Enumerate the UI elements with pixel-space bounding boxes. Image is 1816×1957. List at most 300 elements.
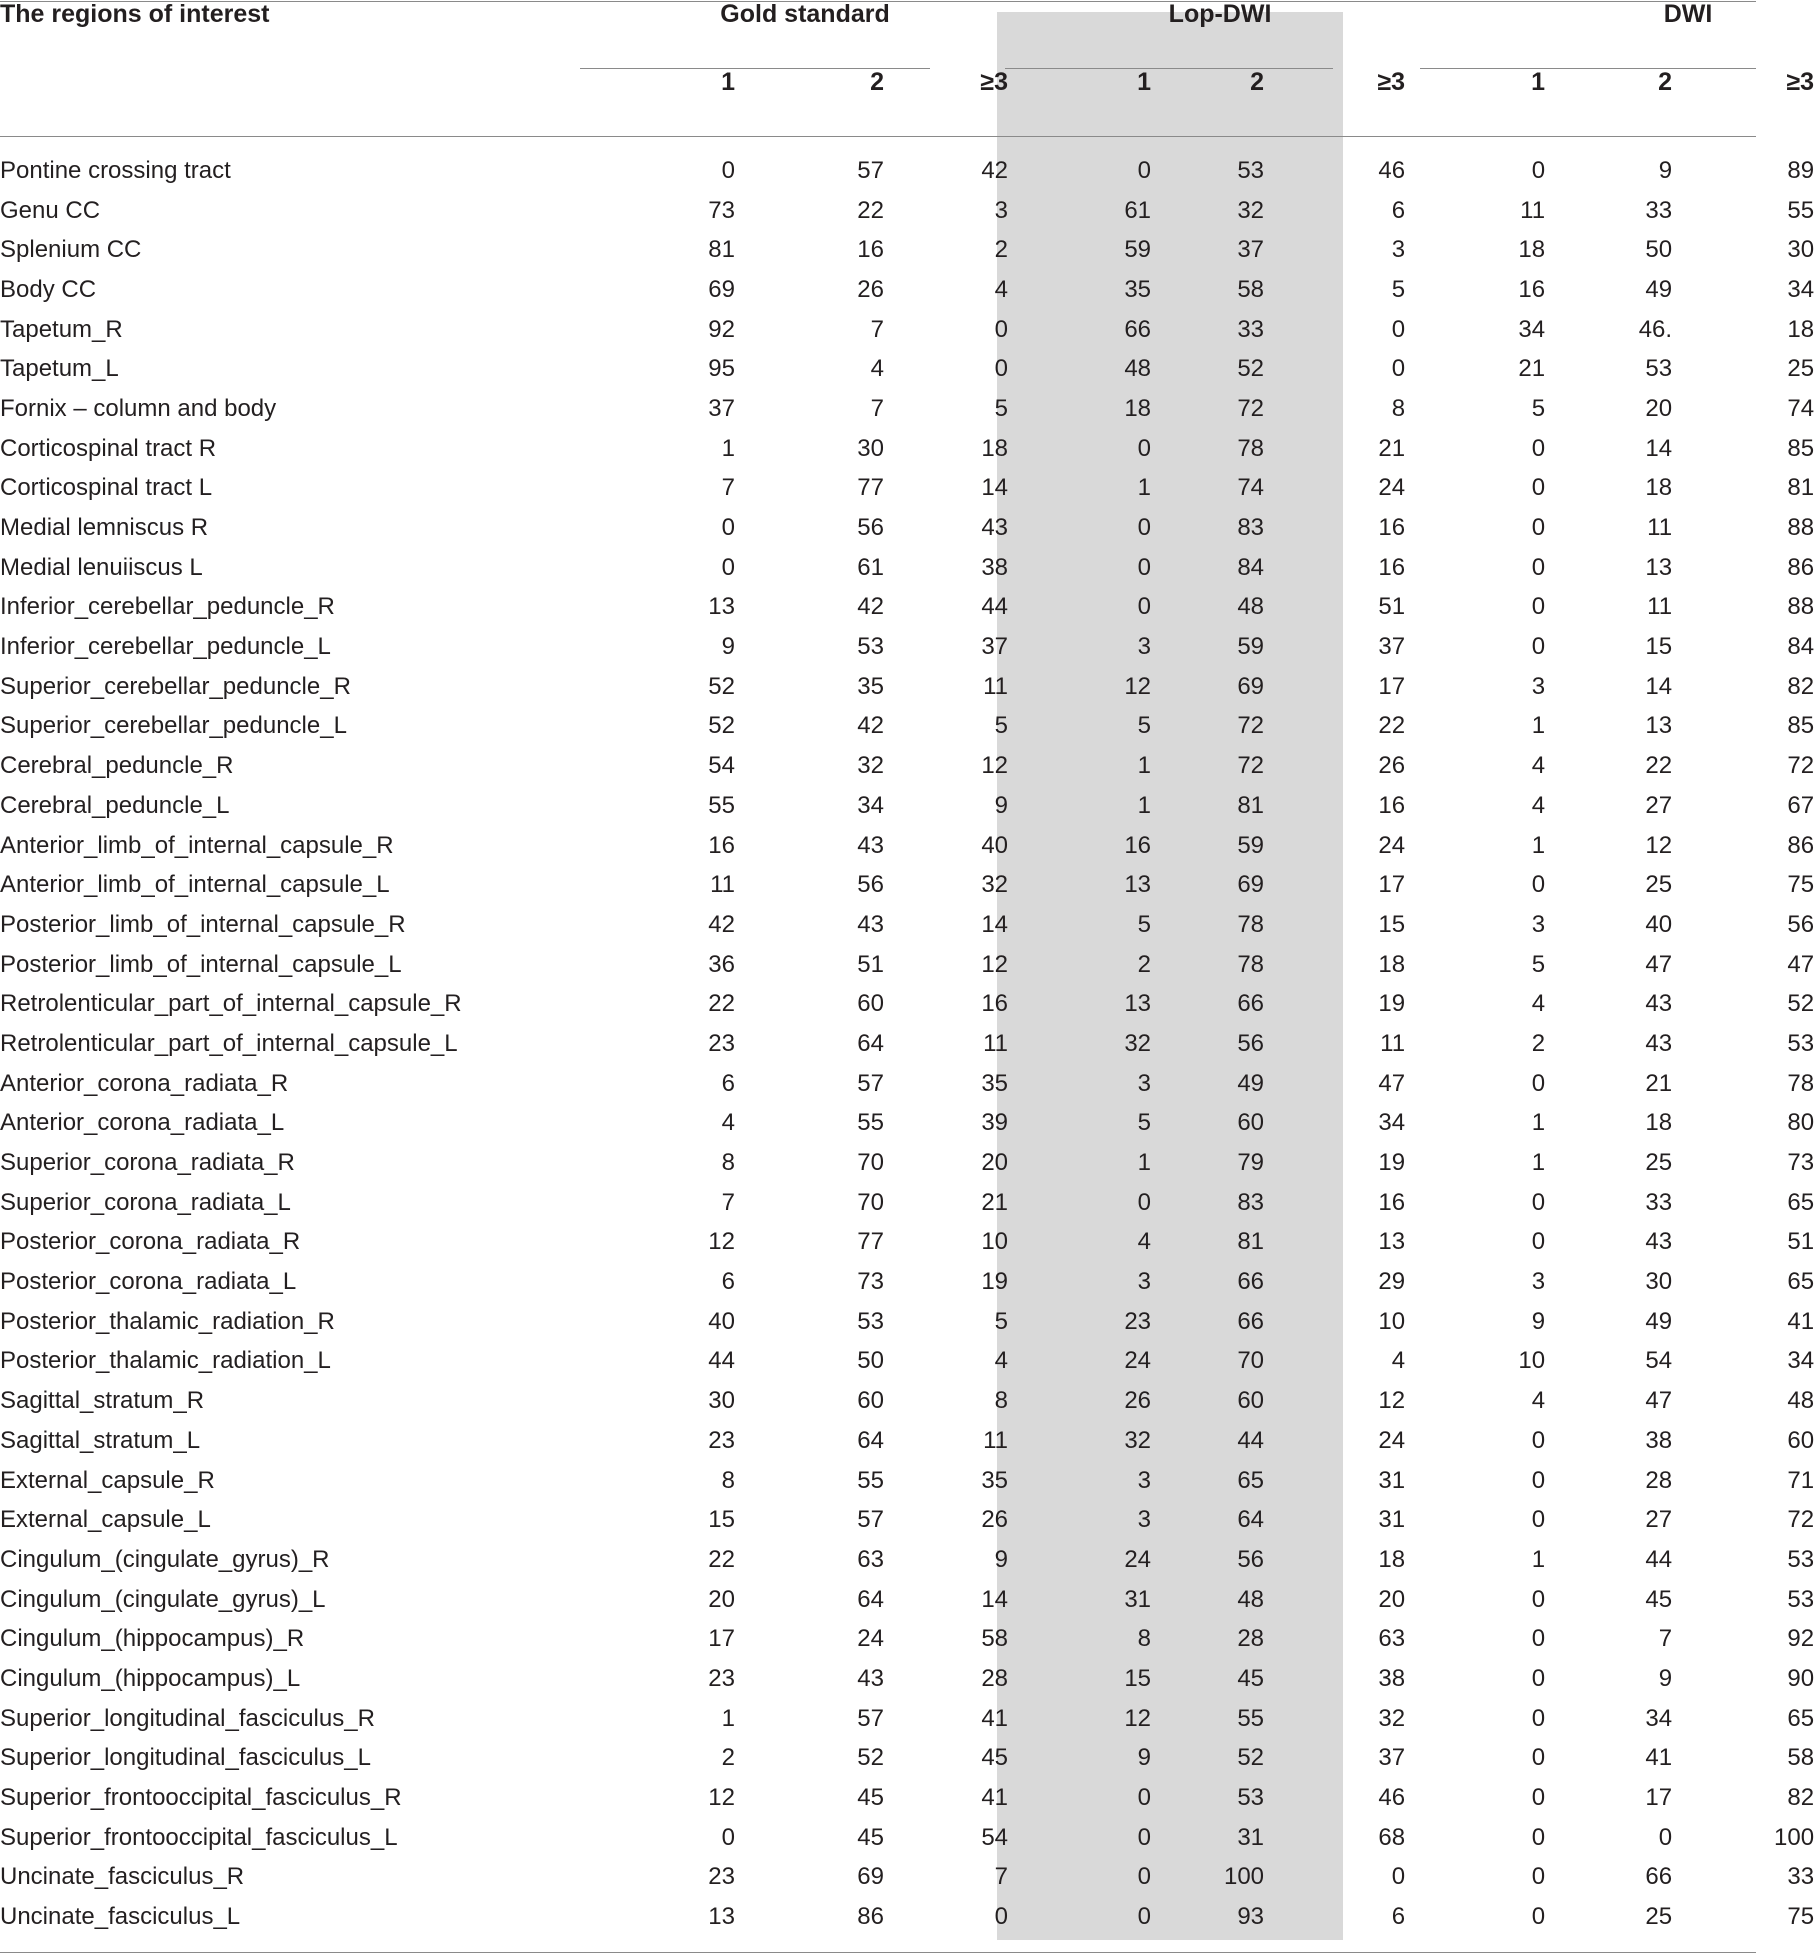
cell-lop-3plus: 5 — [1391, 275, 1406, 303]
cell-gold-1: 36 — [708, 950, 735, 978]
cell-lop-1: 18 — [1124, 394, 1152, 422]
cell-dwi-2: 20 — [1645, 394, 1673, 422]
cell-dwi-3plus: 78 — [1787, 1069, 1815, 1097]
region-name: External_capsule_R — [0, 1466, 215, 1494]
table-row — [0, 746, 1816, 786]
cell-lop-3plus: 24 — [1378, 1426, 1406, 1454]
cell-gold-3plus: 7 — [994, 1863, 1009, 1891]
table-row — [0, 1064, 1816, 1104]
cell-gold-3plus: 9 — [994, 1545, 1009, 1573]
cell-lop-1: 24 — [1124, 1545, 1152, 1573]
cell-dwi-3plus: 75 — [1787, 871, 1815, 899]
region-name: Anterior_corona_radiata_L — [0, 1109, 285, 1137]
table-row — [0, 1580, 1816, 1620]
cell-gold-1: 13 — [708, 593, 735, 621]
cell-dwi-2: 30 — [1645, 1268, 1673, 1296]
cell-dwi-1: 0 — [1531, 1228, 1546, 1256]
cell-gold-1: 54 — [708, 752, 735, 780]
cell-lop-3plus: 16 — [1378, 1188, 1406, 1216]
cell-lop-3plus: 19 — [1378, 990, 1406, 1018]
cell-gold-2: 56 — [857, 871, 884, 899]
cell-gold-1: 22 — [708, 1545, 735, 1573]
cell-dwi-3plus: 82 — [1787, 672, 1815, 700]
cell-dwi-2: 34 — [1645, 1704, 1673, 1732]
cell-gold-1: 23 — [708, 1426, 735, 1454]
table-row — [0, 1739, 1816, 1779]
cell-dwi-2: 47 — [1645, 1387, 1673, 1415]
cell-dwi-1: 21 — [1518, 355, 1546, 383]
cell-lop-3plus: 8 — [1391, 394, 1406, 422]
cell-gold-3plus: 4 — [994, 275, 1009, 303]
cell-lop-1: 12 — [1124, 1704, 1152, 1732]
region-name: Uncinate_fasciculus_L — [0, 1903, 241, 1931]
cell-dwi-1: 3 — [1531, 1268, 1546, 1296]
cell-lop-1: 3 — [1137, 1466, 1152, 1494]
cell-dwi-2: 0 — [1658, 1823, 1673, 1851]
cell-lop-2: 100 — [1223, 1863, 1265, 1891]
cell-lop-2: 70 — [1237, 1347, 1265, 1375]
cell-dwi-3plus: 73 — [1787, 1149, 1815, 1177]
cell-gold-3plus: 14 — [981, 1585, 1009, 1613]
cell-dwi-2: 13 — [1645, 712, 1673, 740]
cell-dwi-1: 0 — [1531, 1069, 1546, 1097]
cell-gold-3plus: 40 — [981, 831, 1009, 859]
cell-dwi-2: 9 — [1658, 1664, 1673, 1692]
lop-col-3plus: ≥3 — [1377, 68, 1406, 96]
cell-lop-2: 72 — [1237, 752, 1265, 780]
cell-dwi-2: 14 — [1645, 672, 1673, 700]
cell-dwi-1: 0 — [1531, 1585, 1546, 1613]
cell-lop-1: 59 — [1124, 236, 1152, 264]
cell-dwi-3plus: 60 — [1787, 1426, 1815, 1454]
region-name: Retrolenticular_part_of_internal_capsule_R — [0, 990, 462, 1018]
cell-dwi-3plus: 88 — [1787, 593, 1815, 621]
cell-gold-1: 16 — [708, 831, 735, 859]
cell-gold-1: 22 — [708, 990, 735, 1018]
cell-dwi-3plus: 75 — [1787, 1903, 1815, 1931]
cell-lop-3plus: 17 — [1378, 871, 1406, 899]
cell-lop-1: 1 — [1137, 1149, 1152, 1177]
region-name: Tapetum_R — [0, 315, 123, 343]
gold-col-3plus: ≥3 — [980, 68, 1009, 96]
cell-dwi-2: 49 — [1645, 275, 1673, 303]
cell-gold-3plus: 14 — [981, 474, 1009, 502]
cell-gold-1: 0 — [721, 514, 735, 542]
cell-lop-1: 0 — [1137, 593, 1152, 621]
cell-gold-2: 24 — [857, 1625, 884, 1653]
cell-lop-3plus: 19 — [1378, 1149, 1406, 1177]
region-name: Sagittal_stratum_R — [0, 1387, 205, 1415]
cell-gold-1: 1 — [721, 1704, 735, 1732]
cell-gold-3plus: 0 — [994, 355, 1009, 383]
region-name: Body CC — [0, 275, 97, 303]
cell-dwi-3plus: 18 — [1787, 315, 1815, 343]
region-name: Pontine crossing tract — [0, 156, 231, 184]
cell-dwi-1: 0 — [1531, 553, 1546, 581]
cell-gold-3plus: 20 — [981, 1149, 1009, 1177]
table-row — [0, 588, 1816, 628]
cell-gold-3plus: 41 — [981, 1784, 1009, 1812]
cell-dwi-3plus: 86 — [1787, 553, 1815, 581]
cell-gold-2: 60 — [857, 1387, 884, 1415]
cell-dwi-2: 43 — [1645, 1228, 1673, 1256]
cell-gold-2: 77 — [857, 474, 884, 502]
cell-gold-1: 6 — [721, 1268, 735, 1296]
cell-lop-1: 31 — [1124, 1585, 1152, 1613]
cell-dwi-2: 15 — [1645, 633, 1673, 661]
cell-dwi-3plus: 65 — [1787, 1268, 1815, 1296]
cell-gold-2: 26 — [857, 275, 884, 303]
cell-gold-3plus: 11 — [983, 1029, 1009, 1057]
cell-gold-1: 15 — [708, 1506, 735, 1534]
cell-gold-1: 2 — [721, 1744, 735, 1772]
cell-lop-2: 66 — [1237, 1268, 1265, 1296]
cell-dwi-1: 16 — [1518, 275, 1546, 303]
cell-lop-1: 32 — [1124, 1029, 1152, 1057]
cell-dwi-3plus: 41 — [1787, 1307, 1815, 1335]
table-row — [0, 429, 1816, 469]
region-name: Superior_longitudinal_fasciculus_R — [0, 1704, 375, 1732]
cell-gold-2: 55 — [857, 1109, 884, 1137]
region-name: Superior_cerebellar_peduncle_L — [0, 712, 347, 740]
cell-dwi-3plus: 100 — [1774, 1823, 1815, 1851]
cell-gold-3plus: 32 — [981, 871, 1009, 899]
cell-lop-1: 16 — [1124, 831, 1152, 859]
table-row — [0, 151, 1816, 191]
cell-lop-1: 2 — [1137, 950, 1152, 978]
cell-lop-3plus: 47 — [1378, 1069, 1406, 1097]
cell-gold-2: 60 — [857, 990, 884, 1018]
cell-lop-3plus: 10 — [1378, 1307, 1406, 1335]
table-row — [0, 310, 1816, 350]
table-row — [0, 1342, 1816, 1382]
cell-lop-3plus: 0 — [1391, 315, 1406, 343]
gold-col-2: 2 — [870, 68, 884, 96]
cell-lop-3plus: 0 — [1391, 1863, 1406, 1891]
cell-dwi-2: 18 — [1645, 1109, 1673, 1137]
cell-lop-2: 69 — [1237, 871, 1265, 899]
cell-lop-1: 1 — [1137, 791, 1152, 819]
cell-lop-2: 81 — [1237, 1228, 1265, 1256]
cell-dwi-1: 1 — [1531, 1109, 1546, 1137]
cell-lop-1: 0 — [1137, 434, 1152, 462]
region-name: Superior_longitudinal_fasciculus_L — [0, 1744, 371, 1772]
cell-lop-1: 3 — [1137, 1506, 1152, 1534]
cell-lop-1: 0 — [1137, 514, 1152, 542]
cell-lop-1: 26 — [1124, 1387, 1152, 1415]
region-name: Corticospinal tract L — [0, 474, 213, 502]
cell-gold-1: 4 — [721, 1109, 735, 1137]
cell-lop-1: 0 — [1137, 1903, 1152, 1931]
cell-lop-1: 0 — [1137, 1823, 1152, 1851]
cell-gold-3plus: 0 — [994, 315, 1009, 343]
cell-gold-2: 45 — [857, 1823, 884, 1851]
cell-lop-2: 65 — [1237, 1466, 1265, 1494]
cell-lop-2: 79 — [1237, 1149, 1265, 1177]
cell-gold-3plus: 37 — [981, 633, 1009, 661]
cell-lop-2: 66 — [1237, 990, 1265, 1018]
cell-lop-1: 13 — [1124, 990, 1152, 1018]
cell-dwi-1: 0 — [1531, 1744, 1546, 1772]
cell-dwi-3plus: 58 — [1787, 1744, 1815, 1772]
cell-dwi-2: 11 — [1647, 514, 1673, 542]
cell-gold-3plus: 44 — [981, 593, 1009, 621]
cell-gold-1: 23 — [708, 1863, 735, 1891]
cell-dwi-1: 0 — [1531, 1823, 1546, 1851]
cell-gold-2: 4 — [870, 355, 884, 383]
cell-dwi-1: 0 — [1531, 1426, 1546, 1454]
table-row — [0, 786, 1816, 826]
cell-lop-2: 64 — [1237, 1506, 1265, 1534]
cell-dwi-1: 18 — [1518, 236, 1546, 264]
table-row — [0, 667, 1816, 707]
cell-lop-3plus: 18 — [1378, 950, 1406, 978]
cell-dwi-3plus: 33 — [1787, 1863, 1815, 1891]
cell-dwi-2: 66 — [1645, 1863, 1673, 1891]
roi-column-title: The regions of interest — [0, 0, 270, 28]
table-row — [0, 945, 1816, 985]
cell-dwi-3plus: 85 — [1787, 434, 1815, 462]
region-name: Cingulum_(cingulate_gyrus)_L — [0, 1585, 326, 1613]
cell-gold-3plus: 12 — [981, 950, 1009, 978]
cell-dwi-3plus: 55 — [1787, 196, 1815, 224]
cell-gold-1: 7 — [721, 1188, 735, 1216]
table-row — [0, 984, 1816, 1024]
group-header-row — [0, 0, 1816, 68]
cell-dwi-1: 3 — [1531, 672, 1546, 700]
cell-dwi-1: 34 — [1518, 315, 1546, 343]
cell-lop-3plus: 26 — [1378, 752, 1406, 780]
cell-lop-1: 12 — [1124, 672, 1152, 700]
cell-lop-3plus: 37 — [1378, 633, 1406, 661]
cell-dwi-3plus: 71 — [1787, 1466, 1815, 1494]
cell-lop-3plus: 6 — [1391, 1903, 1406, 1931]
cell-dwi-1: 2 — [1531, 1029, 1546, 1057]
cell-gold-2: 43 — [857, 910, 884, 938]
cell-lop-2: 56 — [1237, 1029, 1265, 1057]
cell-dwi-1: 0 — [1531, 593, 1546, 621]
cell-dwi-3plus: 74 — [1787, 394, 1815, 422]
cell-gold-1: 7 — [721, 474, 735, 502]
region-name: Splenium CC — [0, 236, 142, 264]
cell-dwi-2: 9 — [1658, 156, 1673, 184]
lop-col-2: 2 — [1250, 68, 1265, 96]
cell-lop-2: 72 — [1237, 712, 1265, 740]
cell-lop-1: 0 — [1137, 156, 1152, 184]
table-row — [0, 548, 1816, 588]
cell-gold-1: 81 — [708, 236, 735, 264]
cell-lop-3plus: 21 — [1378, 434, 1406, 462]
cell-lop-2: 93 — [1237, 1903, 1265, 1931]
region-name: Cingulum_(hippocampus)_L — [0, 1664, 301, 1692]
region-name: Posterior_thalamic_radiation_R — [0, 1307, 335, 1335]
cell-dwi-3plus: 34 — [1787, 1347, 1815, 1375]
cell-gold-2: 50 — [857, 1347, 884, 1375]
cell-lop-1: 66 — [1124, 315, 1152, 343]
region-name: Medial lemniscus R — [0, 514, 209, 542]
cell-lop-3plus: 13 — [1378, 1228, 1406, 1256]
table-row — [0, 469, 1816, 509]
cell-dwi-1: 0 — [1531, 156, 1546, 184]
table-row — [0, 230, 1816, 270]
cell-gold-1: 12 — [708, 1228, 735, 1256]
cell-gold-1: 37 — [708, 394, 735, 422]
cell-gold-2: 57 — [857, 1506, 884, 1534]
cell-lop-2: 55 — [1237, 1704, 1265, 1732]
cell-gold-3plus: 38 — [981, 553, 1009, 581]
region-name: Uncinate_fasciculus_R — [0, 1863, 245, 1891]
cell-gold-2: 57 — [857, 156, 884, 184]
group-lop-dwi: Lop-DWI — [1168, 0, 1272, 28]
cell-lop-3plus: 4 — [1391, 1347, 1406, 1375]
cell-dwi-1: 0 — [1531, 474, 1546, 502]
cell-gold-3plus: 43 — [981, 514, 1009, 542]
region-name: Cerebral_peduncle_R — [0, 752, 234, 780]
cell-dwi-2: 44 — [1645, 1545, 1673, 1573]
cell-gold-2: 64 — [857, 1426, 884, 1454]
cell-dwi-1: 1 — [1531, 1149, 1546, 1177]
cell-dwi-2: 25 — [1645, 871, 1673, 899]
cell-lop-1: 15 — [1124, 1664, 1152, 1692]
cell-gold-2: 57 — [857, 1069, 884, 1097]
cell-gold-2: 42 — [857, 712, 884, 740]
cell-gold-3plus: 41 — [981, 1704, 1009, 1732]
region-name: Posterior_limb_of_internal_capsule_L — [0, 950, 402, 978]
cell-dwi-2: 11 — [1647, 593, 1673, 621]
table-row — [0, 826, 1816, 866]
region-name: Retrolenticular_part_of_internal_capsule_L — [0, 1029, 458, 1057]
cell-lop-3plus: 29 — [1378, 1268, 1406, 1296]
cell-dwi-3plus: 53 — [1787, 1585, 1815, 1613]
cell-gold-1: 52 — [708, 712, 735, 740]
cell-lop-1: 61 — [1124, 196, 1152, 224]
cell-lop-3plus: 3 — [1391, 236, 1406, 264]
cell-lop-1: 1 — [1137, 752, 1152, 780]
table-row — [0, 1540, 1816, 1580]
region-name: Corticospinal tract R — [0, 434, 217, 462]
cell-dwi-1: 0 — [1531, 1625, 1546, 1653]
cell-lop-2: 72 — [1237, 394, 1265, 422]
cell-dwi-2: 25 — [1645, 1149, 1673, 1177]
cell-gold-1: 52 — [708, 672, 735, 700]
cell-gold-1: 23 — [708, 1664, 735, 1692]
cell-gold-1: 55 — [708, 791, 735, 819]
cell-lop-1: 13 — [1124, 871, 1152, 899]
cell-dwi-1: 9 — [1531, 1307, 1546, 1335]
region-name: Medial lenuiiscus L — [0, 553, 203, 581]
subcolumn-header-row — [0, 68, 1816, 136]
cell-dwi-3plus: 89 — [1787, 156, 1815, 184]
region-name: Superior_frontooccipital_fasciculus_L — [0, 1823, 398, 1851]
cell-lop-2: 28 — [1237, 1625, 1265, 1653]
region-name: Inferior_cerebellar_peduncle_R — [0, 593, 335, 621]
region-name: Cingulum_(cingulate_gyrus)_R — [0, 1545, 330, 1573]
region-name: Superior_corona_radiata_R — [0, 1149, 295, 1177]
table-row — [0, 1262, 1816, 1302]
cell-dwi-1: 5 — [1531, 394, 1546, 422]
region-name: External_capsule_L — [0, 1506, 211, 1534]
cell-lop-3plus: 16 — [1378, 791, 1406, 819]
region-name: Genu CC — [0, 196, 101, 224]
cell-lop-3plus: 12 — [1378, 1387, 1406, 1415]
cell-lop-1: 8 — [1137, 1625, 1152, 1653]
table-row — [0, 270, 1816, 310]
region-name: Posterior_corona_radiata_L — [0, 1268, 297, 1296]
cell-lop-2: 56 — [1237, 1545, 1265, 1573]
cell-dwi-2: 33 — [1645, 196, 1673, 224]
cell-gold-3plus: 18 — [981, 434, 1009, 462]
cell-gold-1: 11 — [710, 871, 735, 899]
cell-gold-1: 17 — [708, 1625, 735, 1653]
cell-lop-3plus: 51 — [1378, 593, 1406, 621]
region-name: Superior_frontooccipital_fasciculus_R — [0, 1784, 402, 1812]
cell-lop-1: 0 — [1137, 1863, 1152, 1891]
cell-lop-2: 53 — [1237, 156, 1265, 184]
table-row — [0, 1302, 1816, 1342]
region-name: Posterior_thalamic_radiation_L — [0, 1347, 331, 1375]
cell-dwi-3plus: 25 — [1787, 355, 1815, 383]
table-row — [0, 1778, 1816, 1818]
cell-gold-3plus: 21 — [981, 1188, 1009, 1216]
cell-gold-1: 73 — [708, 196, 735, 224]
cell-dwi-1: 0 — [1531, 514, 1546, 542]
cell-gold-2: 69 — [857, 1863, 884, 1891]
cell-lop-1: 5 — [1137, 910, 1152, 938]
cell-dwi-3plus: 92 — [1787, 1625, 1815, 1653]
cell-dwi-2: 53 — [1645, 355, 1673, 383]
cell-dwi-2: 33 — [1645, 1188, 1673, 1216]
cell-gold-3plus: 54 — [981, 1823, 1009, 1851]
cell-gold-3plus: 14 — [981, 910, 1009, 938]
cell-lop-2: 58 — [1237, 275, 1265, 303]
cell-lop-3plus: 32 — [1378, 1704, 1406, 1732]
cell-dwi-2: 25 — [1645, 1903, 1673, 1931]
cell-lop-2: 44 — [1237, 1426, 1265, 1454]
cell-dwi-1: 0 — [1531, 1784, 1546, 1812]
cell-dwi-1: 4 — [1531, 752, 1546, 780]
table-row — [0, 1143, 1816, 1183]
cell-lop-3plus: 15 — [1378, 910, 1406, 938]
gold-col-1: 1 — [721, 68, 735, 96]
cell-gold-3plus: 0 — [994, 1903, 1009, 1931]
cell-dwi-2: 28 — [1645, 1466, 1673, 1494]
table-row — [0, 1659, 1816, 1699]
cell-gold-3plus: 58 — [981, 1625, 1009, 1653]
cell-dwi-3plus: 80 — [1787, 1109, 1815, 1137]
cell-dwi-1: 1 — [1531, 712, 1546, 740]
table-row — [0, 1421, 1816, 1461]
table-row — [0, 1699, 1816, 1739]
cell-gold-3plus: 19 — [981, 1268, 1009, 1296]
cell-gold-3plus: 9 — [994, 791, 1009, 819]
cell-gold-1: 95 — [708, 355, 735, 383]
cell-dwi-1: 0 — [1531, 871, 1546, 899]
cell-lop-2: 37 — [1237, 236, 1265, 264]
cell-gold-2: 73 — [857, 1268, 884, 1296]
group-gold-standard: Gold standard — [720, 0, 890, 28]
cell-gold-2: 42 — [857, 593, 884, 621]
cell-gold-2: 77 — [857, 1228, 884, 1256]
cell-gold-3plus: 10 — [981, 1228, 1009, 1256]
cell-lop-2: 53 — [1237, 1784, 1265, 1812]
cell-gold-2: 56 — [857, 514, 884, 542]
group-dwi: DWI — [1663, 0, 1713, 28]
cell-dwi-2: 27 — [1645, 791, 1673, 819]
region-name: Fornix – column and body — [0, 394, 277, 422]
cell-lop-2: 78 — [1237, 434, 1265, 462]
cell-gold-1: 40 — [708, 1307, 735, 1335]
cell-dwi-1: 5 — [1531, 950, 1546, 978]
